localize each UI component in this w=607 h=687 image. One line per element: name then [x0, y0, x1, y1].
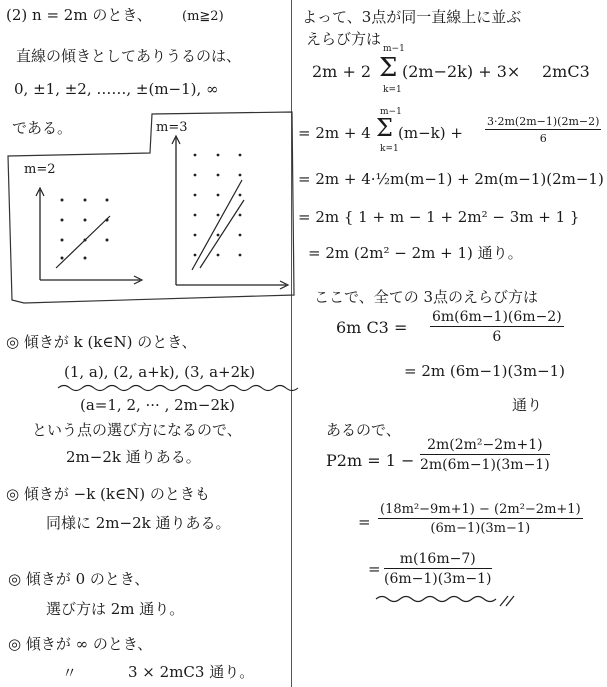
- ditto-mark: 〃: [62, 664, 78, 682]
- step2-numerator: 3·2m(2m−1)(2m−2): [487, 115, 600, 128]
- equals-sign-2: =: [358, 513, 371, 531]
- since-text: あるので、: [326, 421, 401, 439]
- step2-body: (m−k) +: [398, 124, 463, 142]
- all-choices-intro: ここで、全ての 3点のえらび方は: [314, 288, 539, 306]
- step2-lead: = 2m + 4: [298, 124, 371, 142]
- step3: = 2m + 4·½m(m−1) + 2m(m−1)(2m−1): [298, 170, 604, 188]
- case2-title: ◎ 傾きが −k (k∈N) のときも: [6, 485, 210, 503]
- sigma-lower: k=1: [383, 85, 402, 95]
- probability-denominator-final: (6m−1)(3m−1): [384, 571, 492, 587]
- probability-fraction-2: [378, 503, 583, 535]
- problem-header: (2) n = 2m のとき、: [6, 6, 152, 24]
- case4-desc: 3 × 2mC3 通り。: [128, 663, 255, 681]
- all-choices-result: = 2m (6m−1)(3m−1): [404, 362, 566, 380]
- all-choices-lhs: 6m C3 =: [336, 318, 408, 337]
- probability-fraction-final: [384, 552, 492, 586]
- sigma-symbol: Σ: [379, 53, 398, 83]
- probability-denominator-2: (6m−1)(3m−1): [430, 521, 531, 536]
- expr1-comb: 2mC3: [542, 62, 590, 81]
- case1-range: (a=1, 2, ··· , 2m−2k): [80, 396, 235, 414]
- all-choices-unit: 通り: [512, 396, 543, 414]
- slopes-intro: 直線の傾きとしてありうるのは、: [16, 47, 242, 65]
- condition-note: (m≧2): [182, 9, 224, 24]
- right-intro-1: よって、3点が同一直線上に並ぶ: [302, 8, 522, 26]
- all-choices-numerator: 6m(6m−1)(6m−2): [432, 309, 562, 325]
- case1-wavy-underline: [58, 384, 308, 394]
- step5: = 2m (2m² − 2m + 1) 通り。: [308, 244, 523, 262]
- probability-numerator-2: (18m²−9m+1) − (2m²−2m+1): [380, 502, 581, 517]
- all-choices-fraction: [430, 310, 564, 344]
- sigma-lower-2: k=1: [380, 144, 399, 154]
- expr1-lead: 2m + 2: [312, 62, 372, 81]
- step2-denominator: 6: [539, 132, 547, 145]
- step4: = 2m { 1 + m − 1 + 2m² − 3m + 1 }: [298, 208, 580, 226]
- case1-desc: という点の選び方になるので、: [32, 421, 242, 439]
- final-answer-underline: [376, 594, 516, 608]
- figure-label-m3: m=3: [156, 120, 188, 135]
- probability-numerator-1: 2m(2m²−2m+1): [420, 438, 550, 455]
- figure-label-m2: m=2: [24, 162, 56, 177]
- slopes-list: 0, ±1, ±2, ……, ±(m−1), ∞: [14, 80, 219, 98]
- case2-desc: 同様に 2m−2k 通りある。: [46, 514, 231, 532]
- case4-title: ◎ 傾きが ∞ のとき、: [8, 635, 153, 653]
- probability-denominator-1: 2m(6m−1)(3m−1): [420, 457, 550, 473]
- slopes-end: である。: [12, 119, 73, 137]
- sigma-upper-2: m−1: [380, 107, 402, 117]
- probability-numerator-final: m(16m−7): [384, 552, 492, 569]
- case3-title: ◎ 傾きが 0 のとき、: [8, 570, 150, 588]
- case1-title: ◎ 傾きが k (k∈N) のとき、: [6, 333, 197, 351]
- equals-sign-3: =: [368, 560, 381, 578]
- case1-result: 2m−2k 通りある。: [66, 448, 201, 466]
- grid-diagram-m3: [0, 0, 300, 310]
- probability-fraction-1: [420, 438, 550, 472]
- case1-points: (1, a), (2, a+k), (3, a+2k): [64, 363, 256, 381]
- expr1-body: (2m−2k) + 3×: [402, 62, 521, 81]
- case3-desc: 選び方は 2m 通り。: [46, 600, 185, 618]
- sigma-symbol-2: Σ: [376, 114, 393, 142]
- sigma-upper: m−1: [383, 44, 405, 54]
- right-intro-2: えらび方は: [306, 30, 382, 48]
- probability-lhs: P2m = 1 −: [326, 451, 415, 470]
- all-choices-denominator: 6: [492, 329, 502, 345]
- step2-fraction: [485, 116, 601, 144]
